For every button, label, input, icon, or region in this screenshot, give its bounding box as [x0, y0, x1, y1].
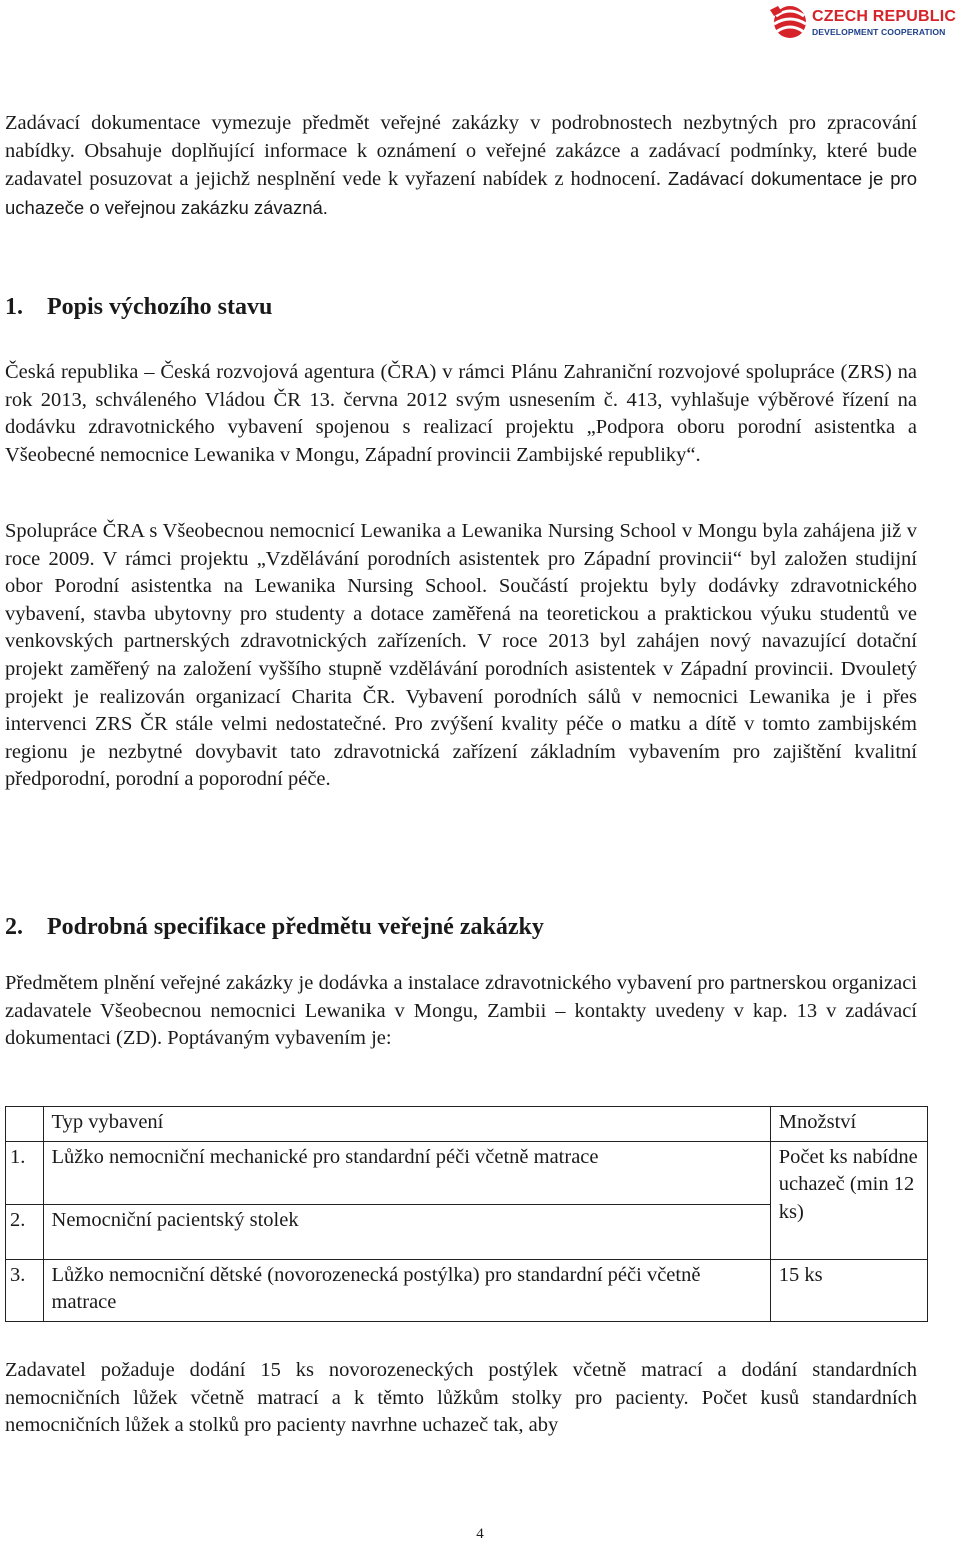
- section-2-number: 2.: [5, 914, 23, 940]
- table-header-type: Typ vybavení: [43, 1107, 770, 1142]
- table-row-type: Nemocniční pacientský stolek: [43, 1204, 770, 1259]
- section-1-paragraph-2: Spolupráce ČRA s Všeobecnou nemocnicí Lewanika a Lewanika Nursing School v Mongu byla zahájena již v roce 2009. V rámci projektu „Vzdělávání porodních asistentek pro Západní provincii“ byl založen studijní obor Porodní asistentka na Lewanika Nursing School. Součástí projektu byly dodávky zdravotnického vybavení, stavba ubytovny pro studenty a dotace zaměřená na teoretickou a praktickou výuku studentů ve venkovských partnerských zdravotnických zařízeních. V roce 2013 byl zahájen nový navazující dotační projekt zaměřený na založení vyššího stupně vzdělávání porodních asistentek v Západní provincii. Dvouletý projekt je realizován organizací Charita ČR. Vybavení porodních sálů v nemocnici Lewanika je i přes intervenci ZRS ČR stále velmi nedostatečné. Pro zvýšení kvality péče o matku a dítě v tomto zambijském regionu je nezbytné dovybavit tato zdravotnická zařízení základním vybavením pro zajištění kvalitní předporodní, porodní a poporodní péče.: [5, 520, 917, 791]
- table-header-num: [6, 1107, 44, 1142]
- section-2-paragraph-1: Předmětem plnění veřejné zakázky je dodávka a instalace zdravotnického vybavení pro partnerskou organizaci zadavatele Všeobecnou nemocnici Lewanika v Mongu, Zambii – kontakty uvedeny v kap. 13 v zadávací dokumentaci (ZD). Poptávaným vybavením je:: [5, 972, 917, 1050]
- table-row-type: Lůžko nemocniční mechanické pro standardní péči včetně matrace: [43, 1141, 770, 1204]
- table-row-num: 1.: [6, 1141, 44, 1204]
- table-row: [6, 1259, 928, 1321]
- section-1-number: 1.: [5, 294, 23, 320]
- section-1-paragraph-1: Česká republika – Česká rozvojová agentura (ČRA) v rámci Plánu Zahraniční rozvojové spolupráce (ZRS) na rok 2013, schváleného Vládou ČR 13. června 2012 svým usnesením č. 413, vyhlašuje výběrové řízení na dodávku zdravotnického vybavení spojenou s realizací projektu „Podpora oboru porodní asistentka a Všeobecné nemocnice Lewanika v Mongu, Západní provincii Zambijské republiky“.: [5, 361, 917, 466]
- table-row-num: 2.: [6, 1204, 44, 1259]
- table-row-num: 3.: [6, 1259, 44, 1321]
- table-row: [6, 1141, 928, 1204]
- section-1-heading: [5, 292, 272, 322]
- equipment-table: [5, 1106, 928, 1322]
- table-header-row: [6, 1107, 928, 1142]
- page-number: 4: [476, 1526, 484, 1542]
- section-2-title: Podrobná specifikace předmětu veřejné zakázky: [47, 914, 544, 940]
- table-header-qty: Množství: [770, 1107, 927, 1142]
- table-row-type: Lůžko nemocniční dětské (novorozenecká postýlka) pro standardní péči včetně matrace: [43, 1259, 770, 1321]
- section-2-paragraph-2: Zadavatel požaduje dodání 15 ks novorozeneckých postýlek včetně matrací a dodání standardních nemocničních lůžek včetně matrací a k těmto lůžkům stolky pro pacienty. Počet kusů standardních nemocničních lůžek a stolků pro pacienty navrhne uchazeč tak, aby: [5, 1359, 917, 1437]
- logo-subtitle: DEVELOPMENT COOPERATION: [812, 27, 946, 37]
- czech-development-logo: [768, 2, 957, 42]
- intro-paragraph: [5, 110, 917, 222]
- table-row-qty: 15 ks: [770, 1259, 927, 1321]
- intro-text: Zadávací dokumentace vymezuje předmět veřejné zakázky v podrobnostech nezbytných pro zpracování nabídky. Obsahuje doplňující informace k oznámení o veřejné zakázce a zadávací podmínky, které bude zadavatel posuzovat a jejichž nesplnění vede k vyřazení nabídek z hodnocení.: [5, 112, 917, 191]
- globe-logo-icon: [768, 2, 810, 42]
- table-row-qty-merged: Počet ks nabídne uchazeč (min 12 ks): [770, 1141, 927, 1259]
- section-2-heading: [5, 912, 544, 942]
- intro-binding-note: Zadávací dokumentace je pro uchazeče o veřejnou zakázku závazná.: [5, 168, 917, 218]
- logo-title: CZECH REPUBLIC: [812, 8, 957, 25]
- section-1-title: Popis výchozího stavu: [47, 294, 273, 320]
